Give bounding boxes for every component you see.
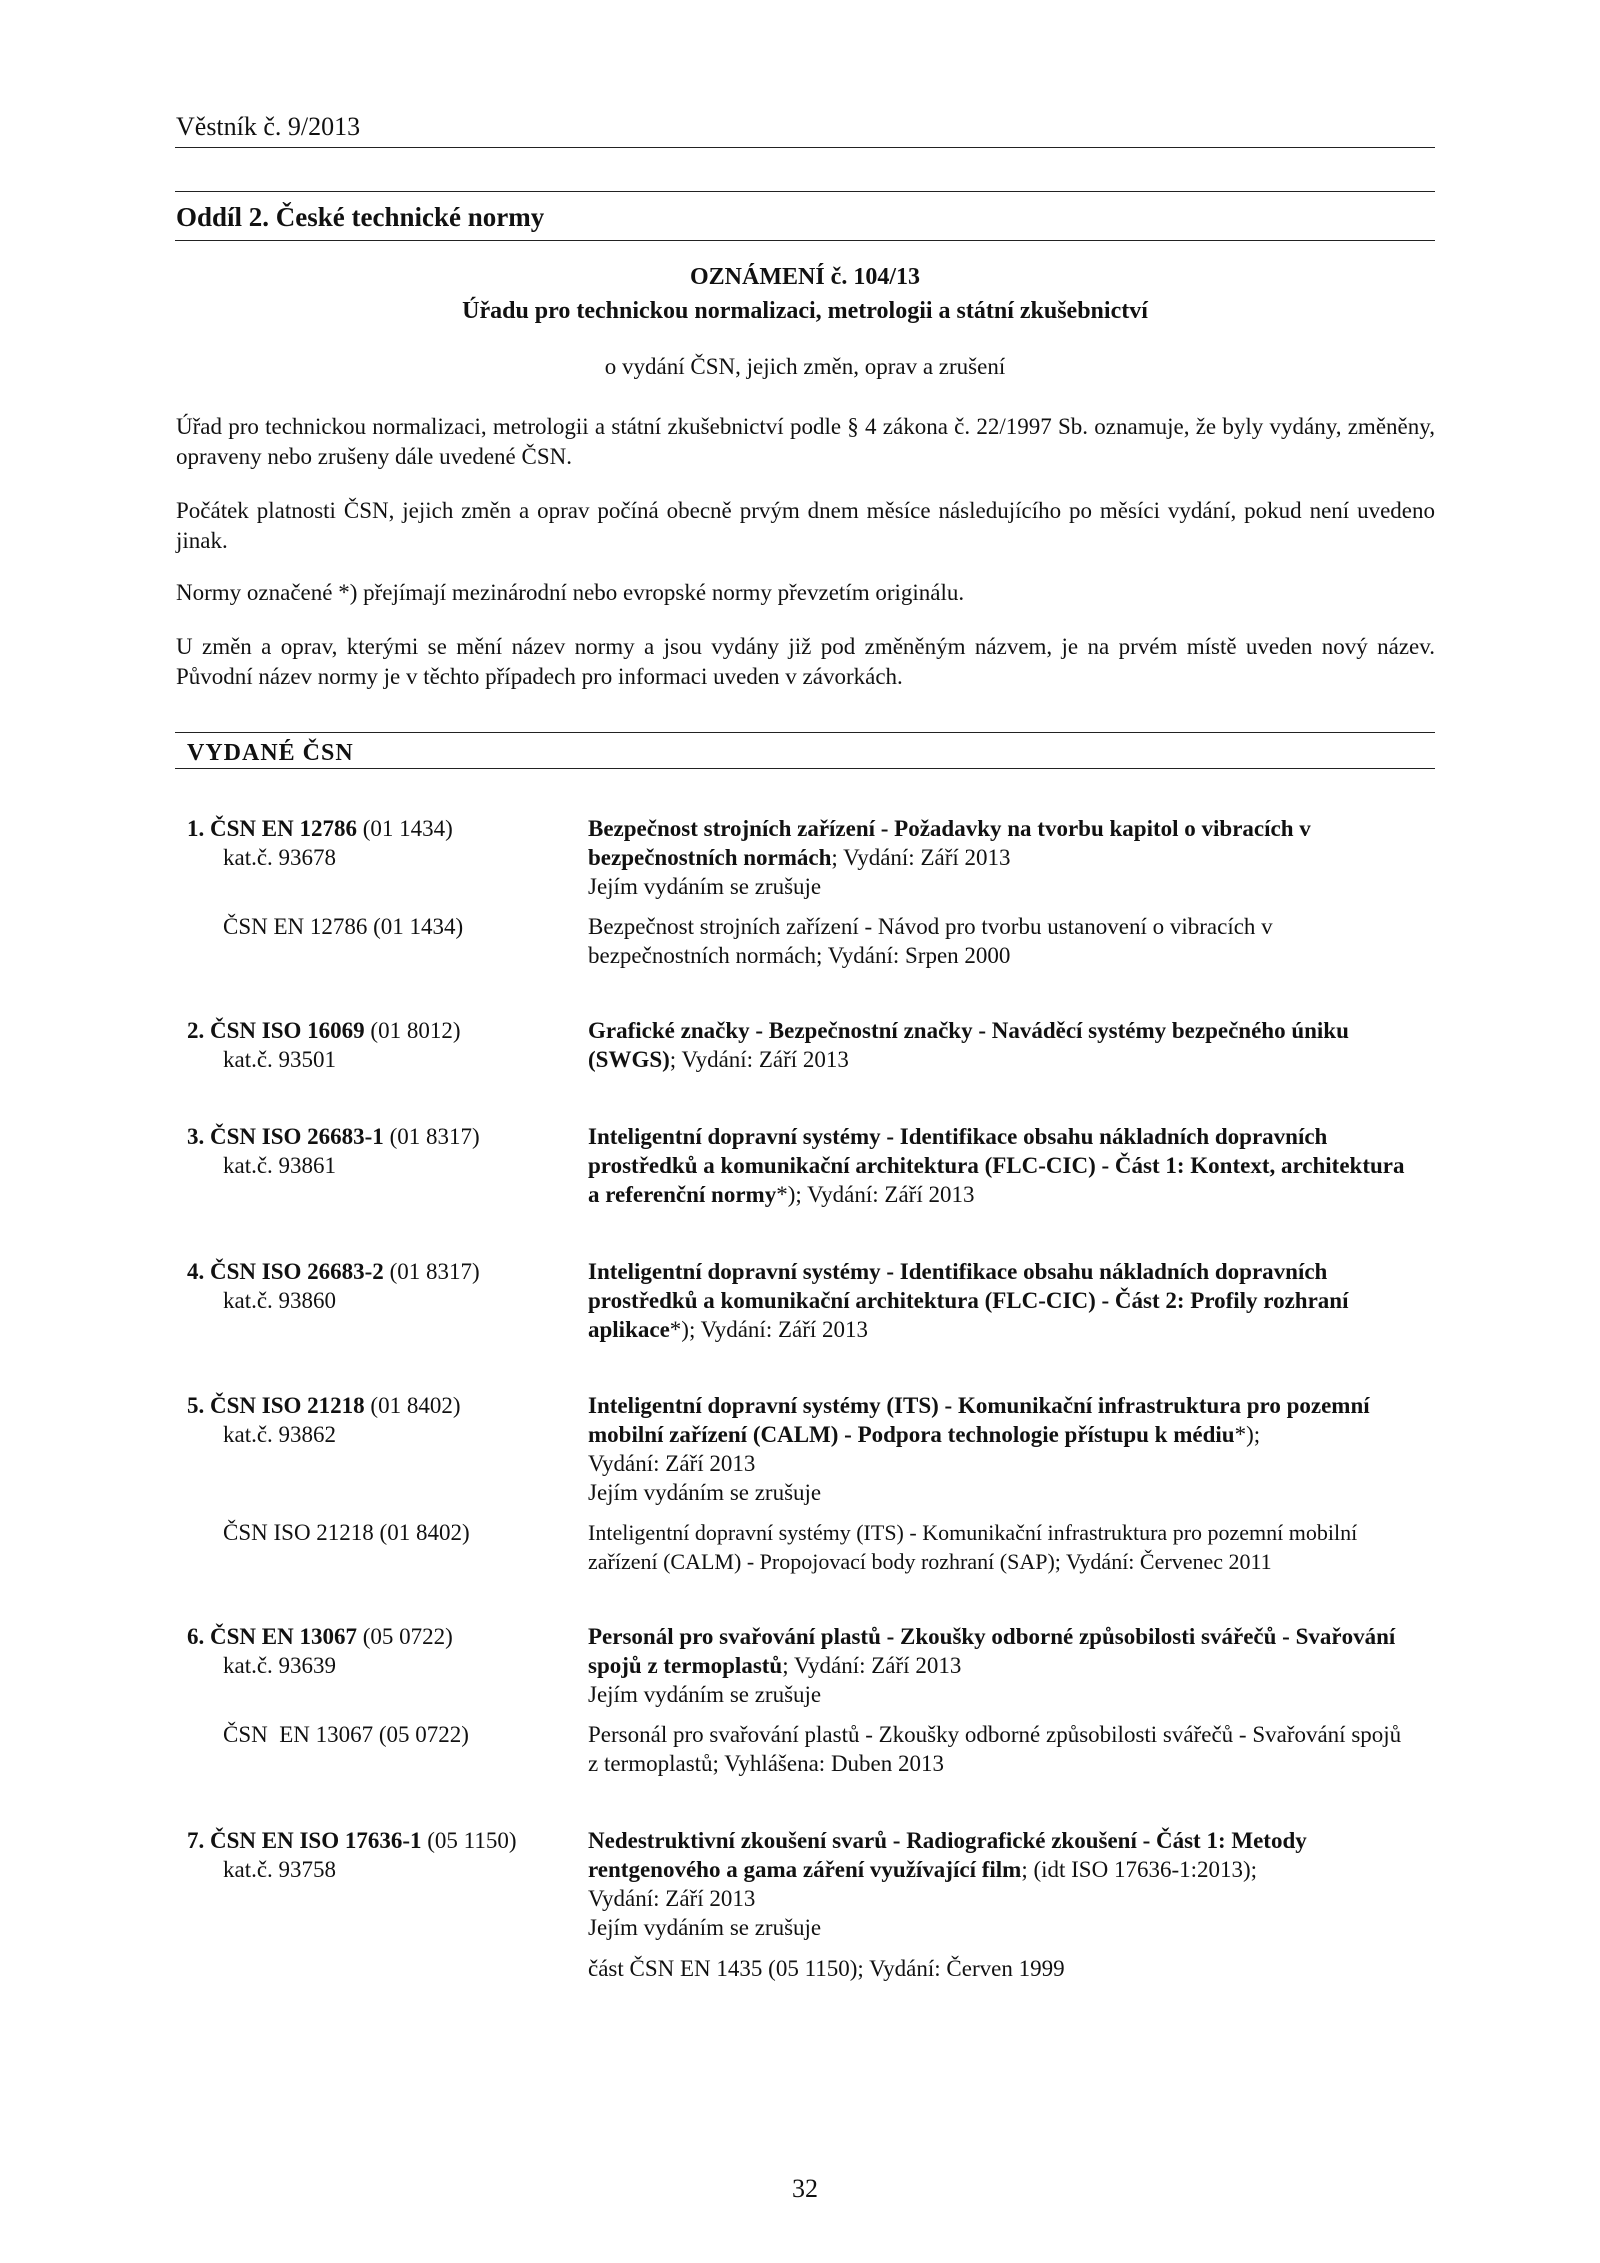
notice-subject: o vydání ČSN, jejich změn, oprav a zrušení (604, 354, 1006, 379)
replaces-label: Jejím vydáním se zrušuje (588, 874, 822, 899)
standard-entry-3-code: 3. ČSN ISO 26683-1 (01 8317) kat.č. 93861 (187, 1124, 480, 1178)
replaces-label: Jejím vydáním se zrušuje (588, 1915, 822, 1940)
standard-entry-6-code: 6. ČSN EN 13067 (05 0722) kat.č. 93639 (187, 1624, 453, 1678)
standard-entry-4-code: 4. ČSN ISO 26683-2 (01 8317) kat.č. 93860 (187, 1259, 480, 1313)
journal-header: Věstník č. 9/2013 (176, 112, 361, 141)
title-change-paragraph: U změn a oprav, kterými se mění název normy a jsou vydány již pod změněným názvem, je na prvém místě uveden nový název. Původní název normy je v těchto případech pro informaci uveden v závorkách. (176, 634, 1435, 689)
adoption-note-paragraph: Normy označené *) přejímají mezinárodní nebo evropské normy převzetím originálu. (176, 580, 965, 605)
standard-entry-1-old-code: ČSN EN 12786 (01 1434) (223, 914, 464, 939)
standard-entry-7-title: Nedestruktivní zkoušení svarů - Radiografické zkoušení - Část 1: Metody rentgenového a gama záření využívající film; (idt ISO 17636-1:2013); Vydání: Září 2013 Jejím vydáním se zrušuje (588, 1826, 1408, 1942)
standard-entry-6-title: Personál pro svařování plastů - Zkoušky odborné způsobilosti svářečů - Svařování spojů z termoplastů; Vydání: Září 2013 Jejím vydáním se zrušuje (588, 1622, 1408, 1709)
replaces-label: Jejím vydáním se zrušuje (588, 1480, 822, 1505)
header-rule (175, 147, 1435, 148)
standard-entry-6-old-title: Personál pro svařování plastů - Zkoušky odborné způsobilosti svářečů - Svařování spojů z termoplastů; Vyhlášena: Duben 2013 (588, 1722, 1402, 1776)
section-rule-top (175, 191, 1435, 192)
standard-entry-4-title: Inteligentní dopravní systémy - Identifikace obsahu nákladních dopravních prostředků a komunikační architektura (FLC-CIC) - Část 2: Profily rozhraní aplikace*); Vydání: Září 2013 (588, 1259, 1349, 1342)
catalog-number: kat.č. 93639 (223, 1653, 337, 1678)
issue-date: Vydání: Září 2013 (588, 1886, 756, 1911)
standard-entry-7-code: 7. ČSN EN ISO 17636-1 (05 1150) kat.č. 93758 (187, 1828, 517, 1882)
standard-entry-6-old-code: ČSN EN 13067 (05 0722) (223, 1722, 469, 1747)
section-title: Oddíl 2. České technické normy (176, 202, 545, 232)
standard-entry-1-old-title: Bezpečnost strojních zařízení - Návod pro tvorbu ustanovení o vibracích v bezpečnostních normách; Vydání: Srpen 2000 (588, 914, 1273, 968)
standard-entry-5-title: Inteligentní dopravní systémy (ITS) - Komunikační infrastruktura pro pozemní mobilní zařízení (CALM) - Podpora technologie přístupu k médiu*); Vydání: Září 2013 Jejím vydáním se zrušuje (588, 1391, 1408, 1507)
section-rule-bottom (175, 240, 1435, 241)
catalog-number: kat.č. 93501 (223, 1047, 337, 1072)
catalog-number: kat.č. 93862 (223, 1422, 337, 1447)
standard-entry-1-code: 1. ČSN EN 12786 (01 1434) kat.č. 93678 (187, 816, 453, 870)
standard-entry-5-old-code: ČSN ISO 21218 (01 8402) (223, 1520, 470, 1545)
issued-heading: VYDANÉ ČSN (187, 740, 354, 766)
notice-authority: Úřadu pro technickou normalizaci, metrologii a státní zkušebnictví (462, 298, 1148, 324)
intro-paragraph: Úřad pro technickou normalizaci, metrologii a státní zkušebnictví podle § 4 zákona č. 22/1997 Sb. oznamuje, že byly vydány, změněny, opraveny nebo zrušeny dále uvedené ČSN. (176, 414, 1435, 469)
validity-paragraph: Počátek platnosti ČSN, jejich změn a oprav počíná obecně prvým dnem měsíce následujícího po měsíci vydání, pokud není uvedeno jinak. (176, 498, 1435, 553)
page-number: 32 (792, 2174, 818, 2203)
issued-rule-top (175, 732, 1435, 733)
notice-title: OZNÁMENÍ č. 104/13 (690, 264, 920, 290)
standard-entry-2-title: Grafické značky - Bezpečnostní značky - Naváděcí systémy bezpečného úniku (SWGS); Vydání: Září 2013 (588, 1018, 1349, 1072)
catalog-number: kat.č. 93758 (223, 1857, 337, 1882)
standard-entry-5-old-title: Inteligentní dopravní systémy (ITS) - Komunikační infrastruktura pro pozemní mobilní zařízení (CALM) - Propojovací body rozhraní (SAP); Vydání: Červenec 2011 (588, 1520, 1358, 1574)
issued-rule-bottom (175, 768, 1435, 769)
standard-entry-3-title: Inteligentní dopravní systémy - Identifikace obsahu nákladních dopravních prostředků a komunikační architektura (FLC-CIC) - Část 1: Kontext, architektura a referenční normy*); Vydání: Září 2013 (588, 1124, 1405, 1207)
standard-entry-7-old-title: část ČSN EN 1435 (05 1150); Vydání: Červen 1999 (588, 1956, 1065, 1981)
standard-entry-5-code: 5. ČSN ISO 21218 (01 8402) kat.č. 93862 (187, 1393, 461, 1447)
issue-date: Vydání: Září 2013 (588, 1451, 756, 1476)
replaces-label: Jejím vydáním se zrušuje (588, 1682, 822, 1707)
catalog-number: kat.č. 93861 (223, 1153, 337, 1178)
standard-entry-1-title: Bezpečnost strojních zařízení - Požadavky na tvorbu kapitol o vibracích v bezpečnostních normách; Vydání: Září 2013 Jejím vydáním se zrušuje (588, 814, 1408, 901)
standard-entry-2-code: 2. ČSN ISO 16069 (01 8012) kat.č. 93501 (187, 1018, 461, 1072)
catalog-number: kat.č. 93678 (223, 845, 337, 870)
catalog-number: kat.č. 93860 (223, 1288, 337, 1313)
